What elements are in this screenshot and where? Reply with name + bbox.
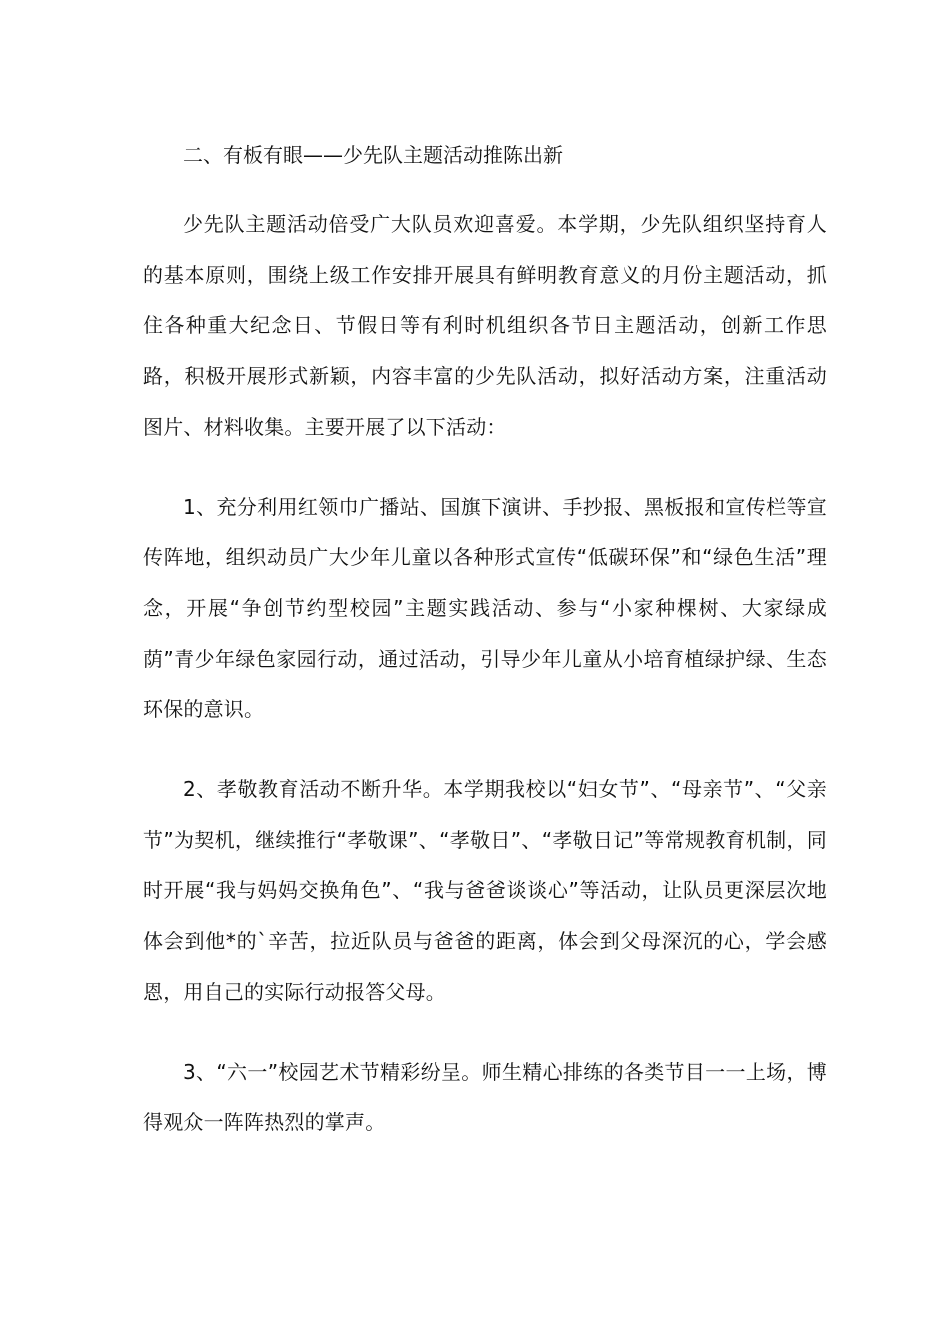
paragraph-item-1: 1、充分利用红领巾广播站、国旗下演讲、手抄报、黑板报和宣传栏等宣传阵地，组织动员广大少年儿童以各种形式宣传“低碳环保”和“绿色生活”理念，开展“争创节约型校园”主题实践活动、参与“小家种棵树、大家绿成荫”青少年绿色家园行动，通过活动，引导少年儿童从小培育植绿护绿、生态环保的意识。 (143, 494, 827, 722)
document-body (143, 132, 827, 1177)
paragraph-item-3: 3、“六一”校园艺术节精彩纷呈。师生精心排练的各类节目一一上场，博得观众一阵阵热烈的掌声。 (143, 1059, 827, 1135)
paragraph-item-2: 2、孝敬教育活动不断升华。本学期我校以“妇女节”、“母亲节”、“父亲节”为契机，继续推行“孝敬课”、“孝敬日”、“孝敬日记”等常规教育机制，同时开展“我与妈妈交换角色”、“我与爸爸谈谈心”等活动，让队员更深层次地体会到他*的`辛苦，拉近队员与爸爸的距离，体会到父母深沉的心，学会感恩，用自己的实际行动报答父母。 (143, 777, 827, 1004)
section-heading: 二、有板有眼——少先队主题活动推陈出新 (183, 143, 563, 167)
paragraph-intro: 少先队主题活动倍受广大队员欢迎喜爱。本学期，少先队组织坚持育人的基本原则，围绕上级工作安排开展具有鲜明教育意义的月份主题活动，抓住各种重大纪念日、节假日等有利时机组织各节日主题活动，创新工作思路，积极开展形式新颖，内容丰富的少先队活动，拟好活动方案，注重活动图片、材料收集。主要开展了以下活动： (143, 212, 827, 439)
